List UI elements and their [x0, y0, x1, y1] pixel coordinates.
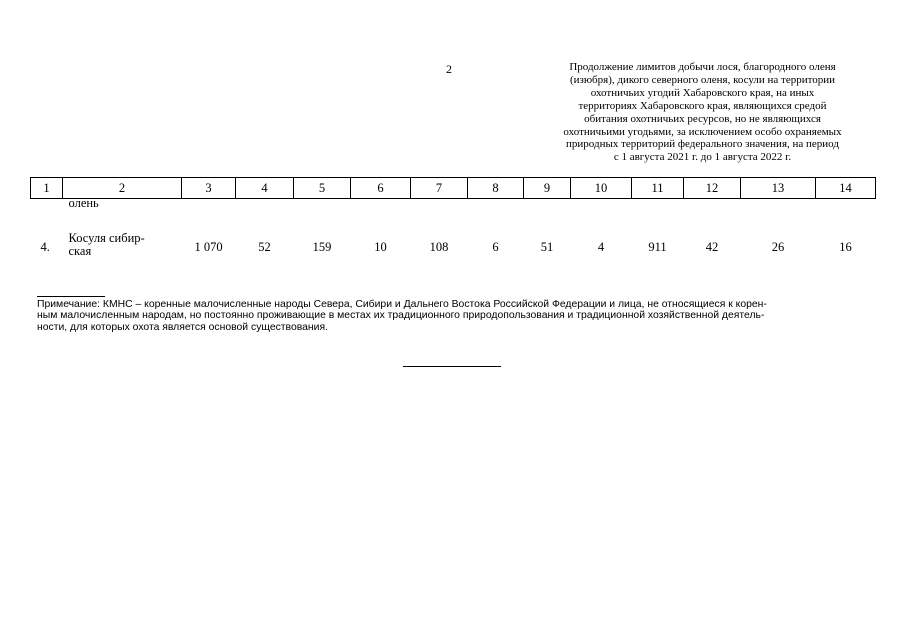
table-cell: [182, 213, 236, 257]
table-cell: [411, 213, 468, 257]
column-number: 9: [524, 178, 571, 199]
cell-value: 1 070: [194, 240, 223, 254]
header-line: с 1 августа 2021 г. до 1 августа 2022 г.: [613, 151, 792, 164]
cell-value: 16: [839, 240, 852, 254]
species-name-line: ская: [68, 243, 92, 258]
column-number: 12: [684, 178, 741, 199]
column-number: 7: [411, 178, 468, 199]
empty-cell: [182, 199, 876, 214]
table-row: [31, 213, 876, 257]
column-number: 11: [632, 178, 684, 199]
header-line: обитания охотничьих ресурсов, но не являющихся: [584, 112, 821, 125]
cell-value: 26: [771, 240, 785, 254]
row-number: [31, 213, 63, 257]
cell-value: 10: [374, 240, 387, 254]
end-divider: [403, 366, 501, 367]
empty-cell: [31, 199, 63, 214]
column-number: 10: [571, 178, 632, 199]
footnote-line: ности, для которых охота является основой существования.: [37, 321, 328, 333]
cell-value: 108: [429, 240, 449, 254]
species-name: [63, 213, 182, 257]
page-number: 2: [446, 62, 452, 76]
species-name-line: Косуля сибир-: [68, 231, 145, 245]
column-number: 1: [31, 178, 63, 199]
table-cell: [236, 213, 294, 257]
cell-value: 52: [258, 240, 271, 254]
cell-value: 4: [597, 240, 605, 254]
document-header: [530, 61, 875, 164]
cell-value: 911: [648, 240, 667, 254]
table-cell: [571, 213, 632, 257]
continuation-text: олень: [68, 196, 99, 210]
cell-value: 42: [705, 240, 719, 254]
table-cell: [524, 213, 571, 257]
column-number: 8: [468, 178, 524, 199]
table-cell: [294, 213, 351, 257]
row-number-text: 4.: [40, 240, 50, 254]
footnote: [37, 299, 873, 333]
header-line: территориях Хабаровского края, являющихся средой: [578, 99, 827, 112]
table-cell: [351, 213, 411, 257]
header-line: природных территорий федерального значения, на период: [566, 138, 839, 151]
column-number: 5: [294, 178, 351, 199]
column-number: 6: [351, 178, 411, 199]
column-number: 2: [63, 178, 182, 199]
continuation-row: [31, 199, 876, 214]
table-cell: [632, 213, 684, 257]
table-cell: [684, 213, 741, 257]
column-number: 13: [741, 178, 816, 199]
table-cell: [468, 213, 524, 257]
header-line: Продолжение лимитов добычи лося, благородного оленя: [569, 61, 836, 73]
cell-value: 6: [492, 240, 499, 254]
cell-value: 159: [312, 240, 332, 254]
cell-value: 51: [540, 240, 554, 254]
table-cell: [741, 213, 816, 257]
limits-table: [30, 177, 876, 257]
column-number: 4: [236, 178, 294, 199]
column-number: 14: [816, 178, 876, 199]
header-line: охотничьих угодий Хабаровского края, на иных: [590, 86, 815, 99]
table-cell: [816, 213, 876, 257]
header-line: (изюбря), дикого северного оленя, косули на территории: [569, 73, 836, 86]
footnote-divider: [37, 296, 105, 297]
header-line: охотничьими угодьями, за исключением особо охраняемых: [563, 125, 842, 138]
footnote-line: Примечание: КМНС – коренные малочисленные народы Севера, Сибири и Дальнего Востока Российской Федерации и лица, не относящиеся к корен-: [37, 299, 767, 310]
column-number: 3: [182, 178, 236, 199]
footnote-line: ным малочисленным народам, но постоянно проживающие в местах их традиционного природопользования и традиционной хозяйственной деятель-: [37, 310, 765, 322]
